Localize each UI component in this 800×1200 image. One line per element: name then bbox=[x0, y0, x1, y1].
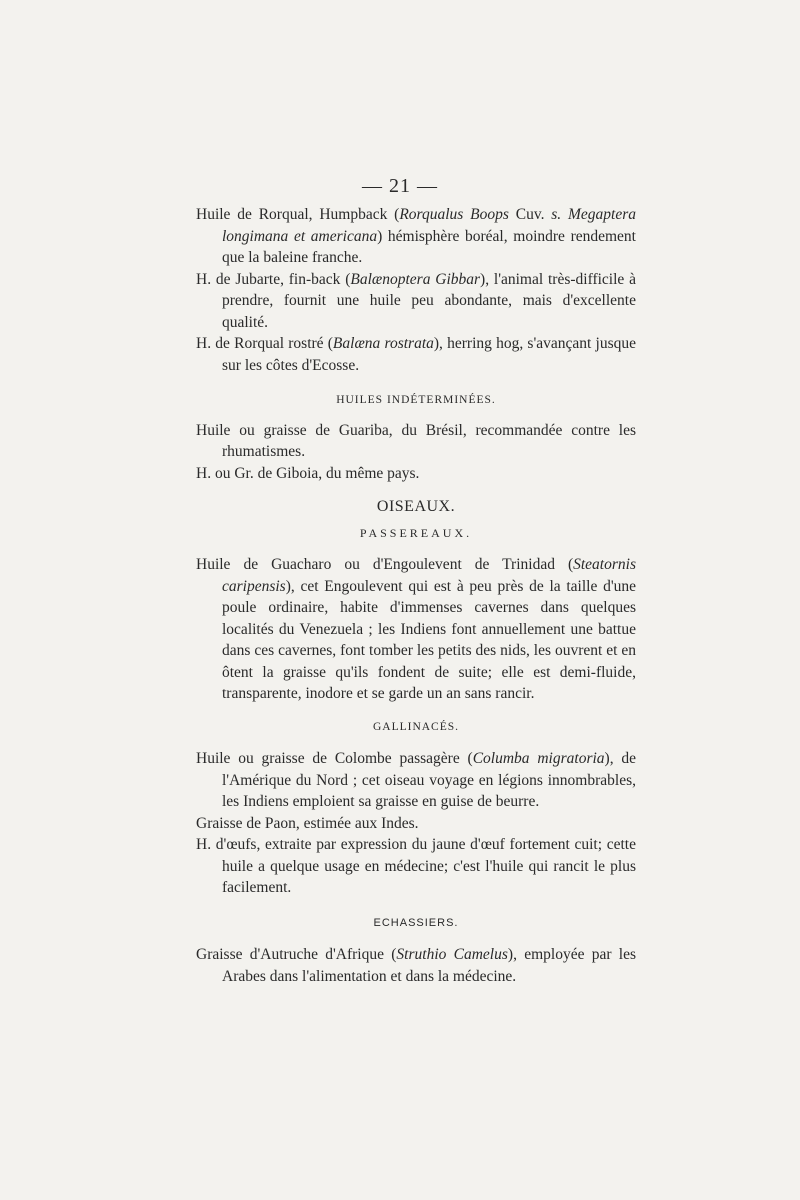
heading-huiles-indeterminees: HUILES INDÉTERMINÉES. bbox=[336, 394, 496, 406]
entry-guacharo bbox=[196, 554, 636, 705]
entry-text: Graisse d'Autruche d'Afrique ( bbox=[196, 946, 397, 963]
page-number: — 21 — bbox=[362, 175, 438, 197]
entry-text: Huile de Rorqual, Humpback ( bbox=[196, 206, 400, 223]
latin-name: Steatornis caripensis bbox=[222, 556, 636, 595]
entry-text: ), de l'Amérique du Nord ; cet oiseau voyage en légions innombrables, les Indiens emploient sa graisse en guise de beurre. bbox=[222, 750, 637, 810]
heading-oiseaux: OISEAUX. bbox=[376, 498, 456, 515]
latin-name: Struthio Camelus bbox=[396, 946, 508, 963]
entry-text: Huile ou graisse de Colombe passagère ( bbox=[196, 750, 473, 767]
entry-text: H. de Jubarte, fin-back ( bbox=[196, 270, 351, 288]
latin-name: Columba migratoria bbox=[472, 750, 605, 767]
entry-autruche bbox=[196, 944, 636, 987]
entry-rorqual bbox=[196, 204, 636, 269]
entry-text: H. de Rorqual rostré ( bbox=[196, 335, 333, 352]
heading-gallinaces: GALLINACÉS. bbox=[372, 720, 460, 733]
entry-text: Huile de Guacharo ou d'Engoulevent de Trinidad ( bbox=[196, 556, 574, 573]
heading-passereaux: PASSEREAUX. bbox=[359, 525, 473, 540]
latin-name: s. Megaptera longimana et americana bbox=[222, 206, 636, 245]
entry-paon: Graisse de Paon, estimée aux Indes. bbox=[196, 814, 419, 832]
entry-text: ), cet Engoulevent qui est à peu près de la taille d'une poule ordinaire, habite d'immenses cavernes dans quelques localités du Venezuela ; les Indiens font annuellement une battue dans ces cavernes, font tomber les petits des nids, les ouvrent et en ôtent la graisse qu'ils fondent de suite; elle est demi-fluide, transparente, inodore et se garde un an sans rancir. bbox=[222, 577, 636, 702]
entry-text: Cuv. bbox=[508, 206, 552, 223]
entry-giboia: H. ou Gr. de Giboia, du même pays. bbox=[196, 464, 420, 482]
heading-echassiers: ECHASSIERS. bbox=[373, 916, 459, 929]
latin-name: Balæna rostrata bbox=[332, 335, 434, 352]
entry-guariba: Huile ou graisse de Guariba, du Brésil, recommandée contre les rhumatismes. bbox=[196, 421, 636, 460]
latin-name: Rorqualus Boops bbox=[399, 206, 509, 223]
entry-colombe bbox=[196, 748, 636, 813]
entry-text: ), herring hog, s'avançant jusque sur les côtes d'Ecosse. bbox=[222, 335, 636, 374]
entry-text: ), employée par les Arabes dans l'alimentation et dans la médecine. bbox=[222, 946, 637, 985]
entry-jubarte bbox=[196, 269, 636, 334]
entry-rorqual-rostre bbox=[196, 333, 636, 376]
page-body bbox=[196, 204, 636, 987]
entry-oeufs: H. d'œufs, extraite par expression du jaune d'œuf fortement cuit; cette huile a quelque usage en médecine; c'est l'huile qui rancit le plus facilement. bbox=[196, 836, 636, 896]
entry-text: ) hémisphère boréal, moindre rendement que la baleine franche. bbox=[222, 227, 636, 266]
latin-name: Balænoptera Gibbar bbox=[350, 270, 481, 288]
entry-text: ), l'animal très-difficile à prendre, fournit une huile peu abondante, mais d'excellente qualité. bbox=[222, 270, 636, 331]
